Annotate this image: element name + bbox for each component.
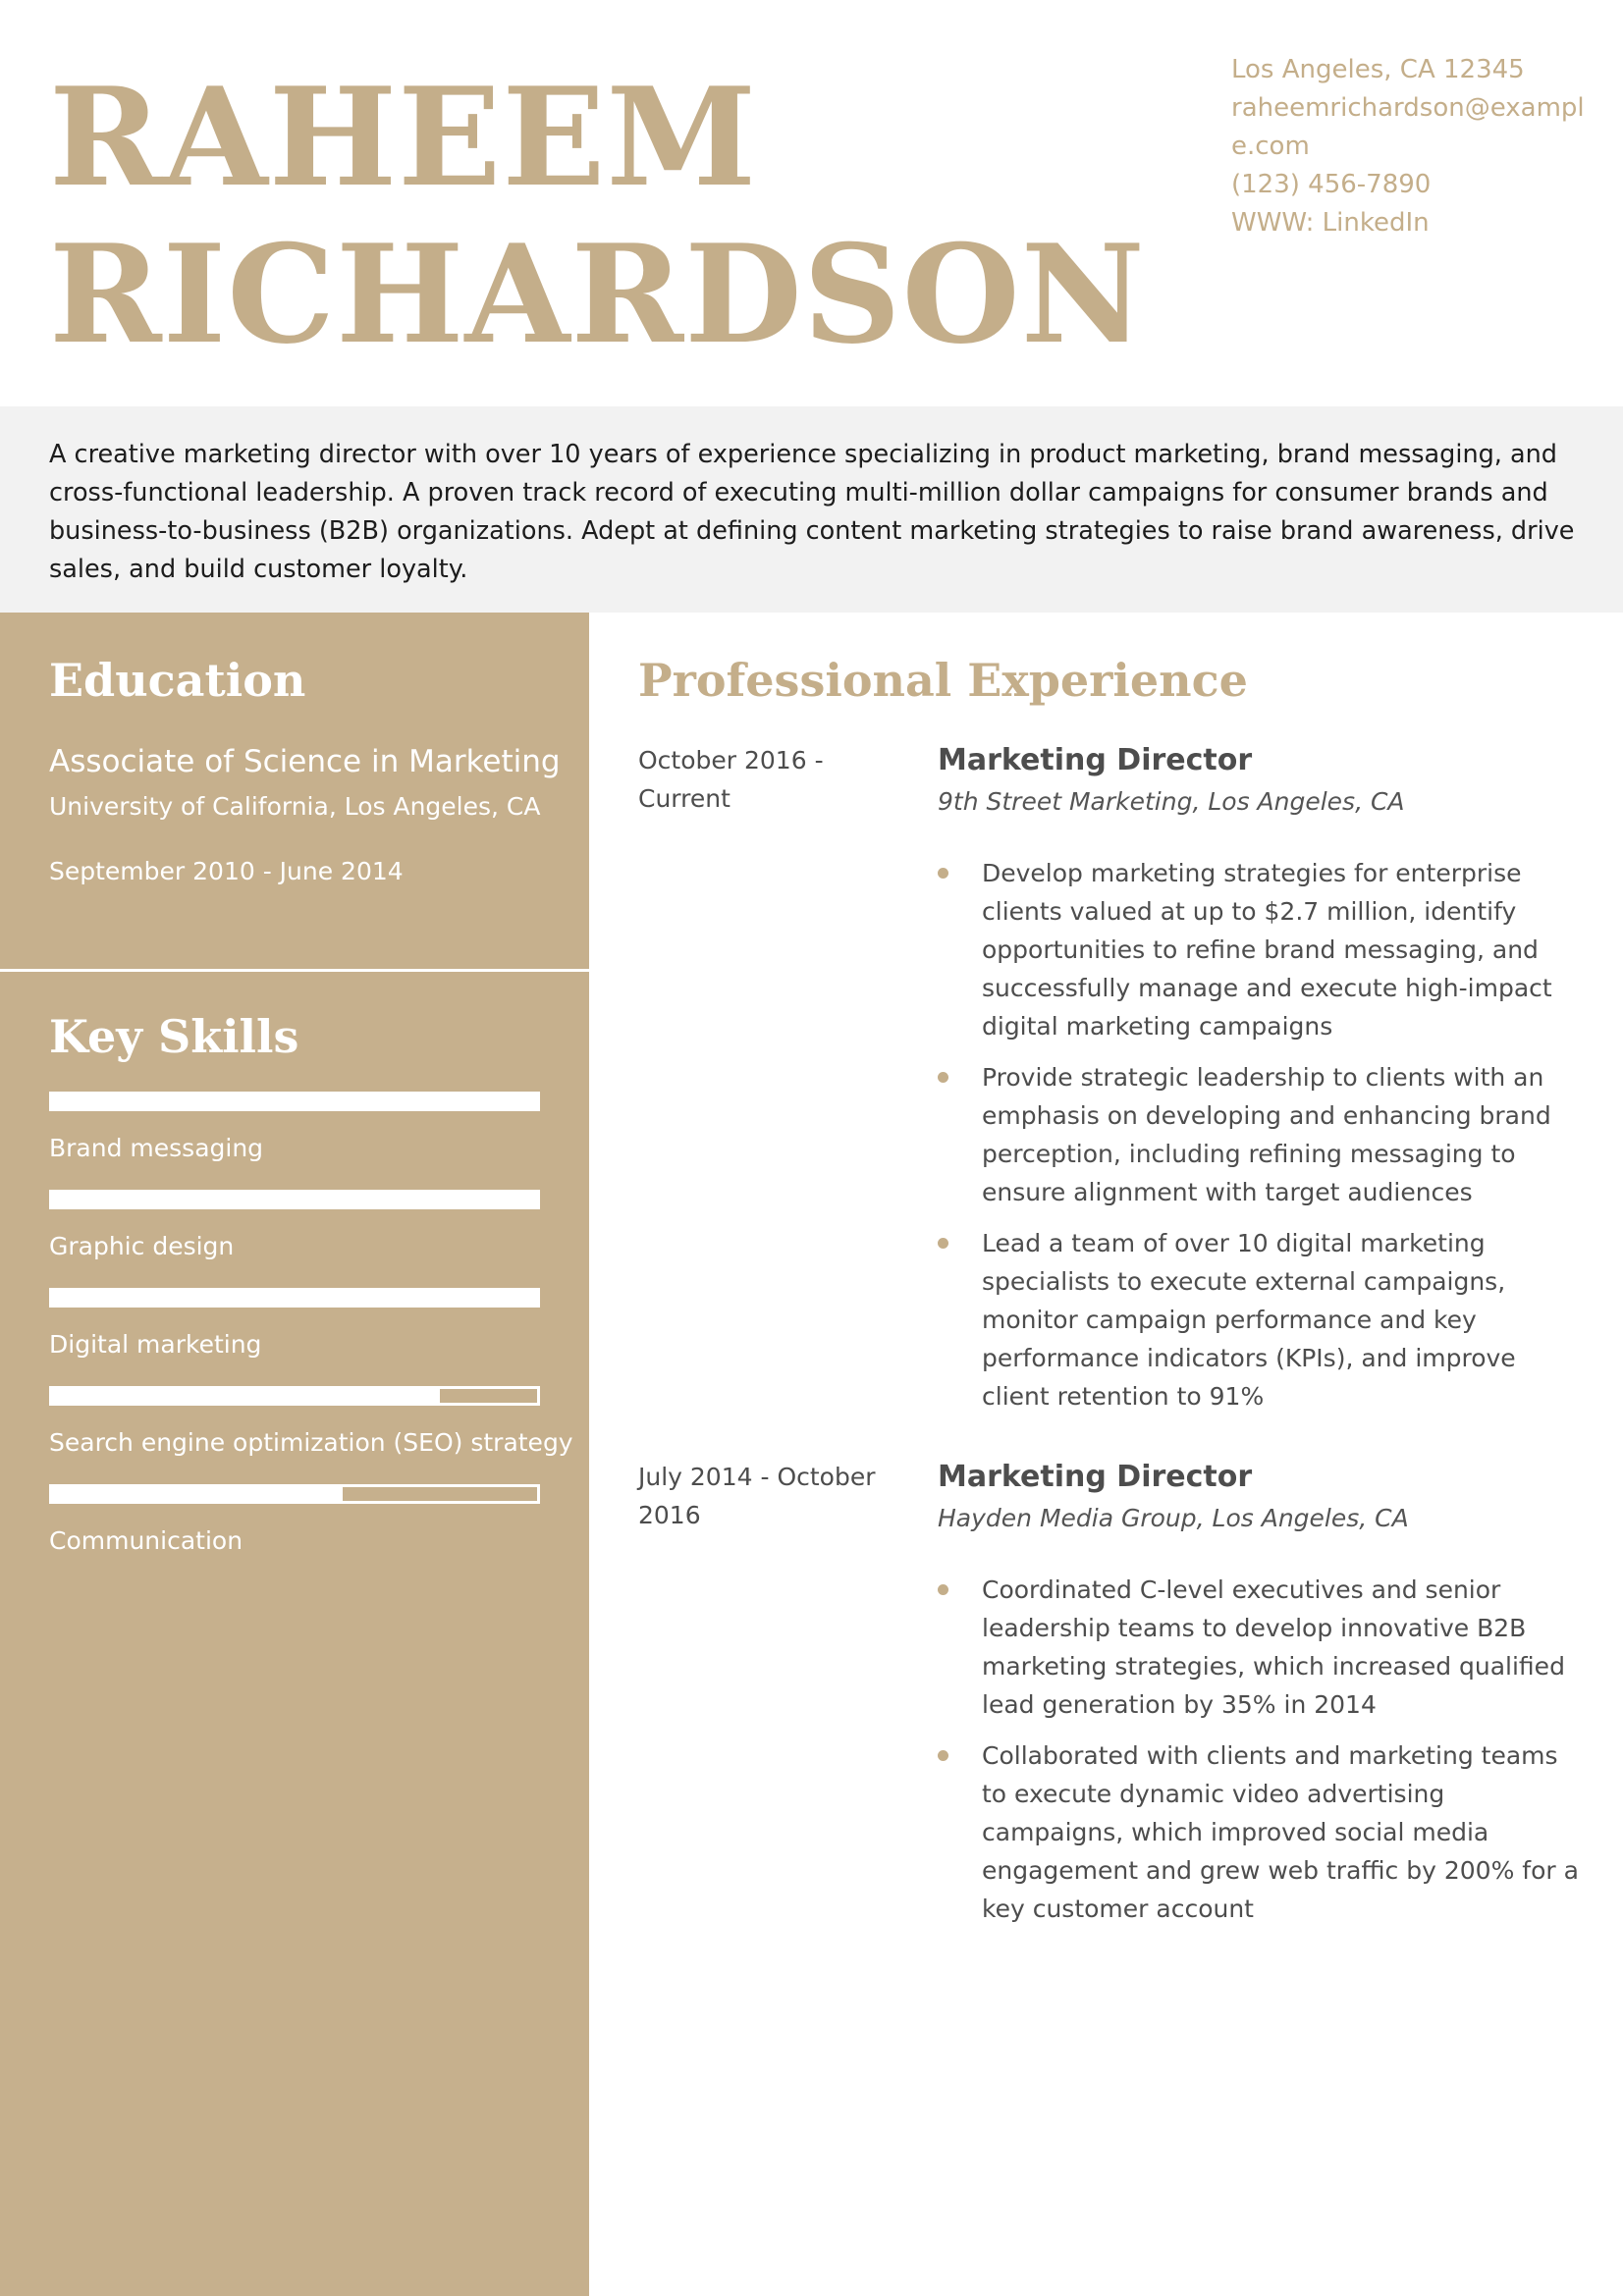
skill-item [49,1092,540,1190]
contact-info [1231,51,1595,242]
list-item [938,1571,1581,1724]
bullet-text: Collaborated with clients and marketing teams to execute dynamic video advertising campaigns, which improved social media engagement and grew web traffic by 200% for a key customer account [982,1741,1579,1923]
skill-label: Digital marketing [49,1330,262,1359]
job-company: 9th Street Marketing, Los Angeles, CA [938,787,1405,816]
list-item [938,1058,1581,1211]
skill-level-fill [52,1193,537,1206]
skills-list [49,1092,573,1582]
list-item [938,1736,1581,1928]
bullet-text: Coordinated C-level executives and senior leadership teams to develop innovative B2B marketing strategies, which increased qualified lead generation by 35% in 2014 [982,1575,1565,1719]
skill-level-bar [49,1484,540,1504]
bullet-icon [938,1238,948,1249]
contact-phone: (123) 456-7890 [1231,170,1432,199]
bullet-icon [938,1584,948,1595]
contact-address: Los Angeles, CA 12345 [1231,55,1525,84]
job-dates: July 2014 - October 2016 [638,1463,876,1529]
contact-web: WWW: LinkedIn [1231,208,1430,238]
candidate-name [49,59,1178,373]
list-item [938,854,1581,1045]
job-dates: October 2016 - Current [638,746,824,813]
bullet-text: Lead a team of over 10 digital marketing specialists to execute external campaigns, monitor campaign performance and key performance indicators (KPIs), and improve client retention to 91% [982,1229,1516,1411]
skill-label: Communication [49,1526,243,1555]
education-school: University of California, Los Angeles, CA [49,792,541,821]
skill-level-bar [49,1288,540,1308]
education-degree: Associate of Science in Marketing [49,744,561,779]
education-dates: September 2010 - June 2014 [49,857,404,885]
job-title: Marketing Director [938,743,1253,777]
last-name: RICHARDSON [49,214,1146,374]
skill-level-fill [52,1095,537,1108]
job-title: Marketing Director [938,1460,1253,1494]
skill-level-fill [52,1389,440,1403]
skills-heading: Key Skills [49,1010,299,1063]
skill-label: Brand messaging [49,1134,264,1162]
experience-heading: Professional Experience [638,654,1248,707]
skill-level-bar [49,1190,540,1209]
skill-label: Search engine optimization (SEO) strategy [49,1428,573,1457]
skill-level-bar [49,1386,540,1406]
bullet-text: Develop marketing strategies for enterprise clients valued at up to $2.7 million, identify opportunities to refine brand messaging, and successfully manage and execute high-impact digital marketing campaigns [982,859,1552,1041]
bullet-icon [938,1072,948,1083]
job-bullets [938,854,1581,1428]
bullet-icon [938,1750,948,1761]
list-item [938,1224,1581,1415]
skill-item [49,1484,540,1582]
education-heading: Education [49,654,306,707]
skill-item [49,1288,540,1386]
skill-label: Graphic design [49,1232,235,1260]
bullet-icon [938,868,948,879]
summary-text: A creative marketing director with over 10 years of experience specializing in product marketing, brand messaging, and cross-functional leadership. A proven track record of executing multi-million dollar campaigns for consumer brands and business-to-business (B2B) organizations. Adept at defining content marketing strategies to raise brand awareness, drive sales, and build customer loyalty. [49,440,1575,584]
first-name: RAHEEM [49,57,758,217]
sidebar-divider [0,969,589,972]
contact-email: raheemrichardson@example.com [1231,93,1585,161]
skill-level-bar [49,1092,540,1111]
job-company: Hayden Media Group, Los Angeles, CA [938,1504,1409,1532]
job-bullets [938,1571,1581,1941]
skill-level-fill [52,1291,537,1305]
skill-level-fill [52,1487,343,1501]
skill-item [49,1190,540,1288]
bullet-text: Provide strategic leadership to clients with an emphasis on developing and enhancing brand perception, including refining messaging to ensure alignment with target audiences [982,1063,1551,1206]
skill-item [49,1386,573,1484]
